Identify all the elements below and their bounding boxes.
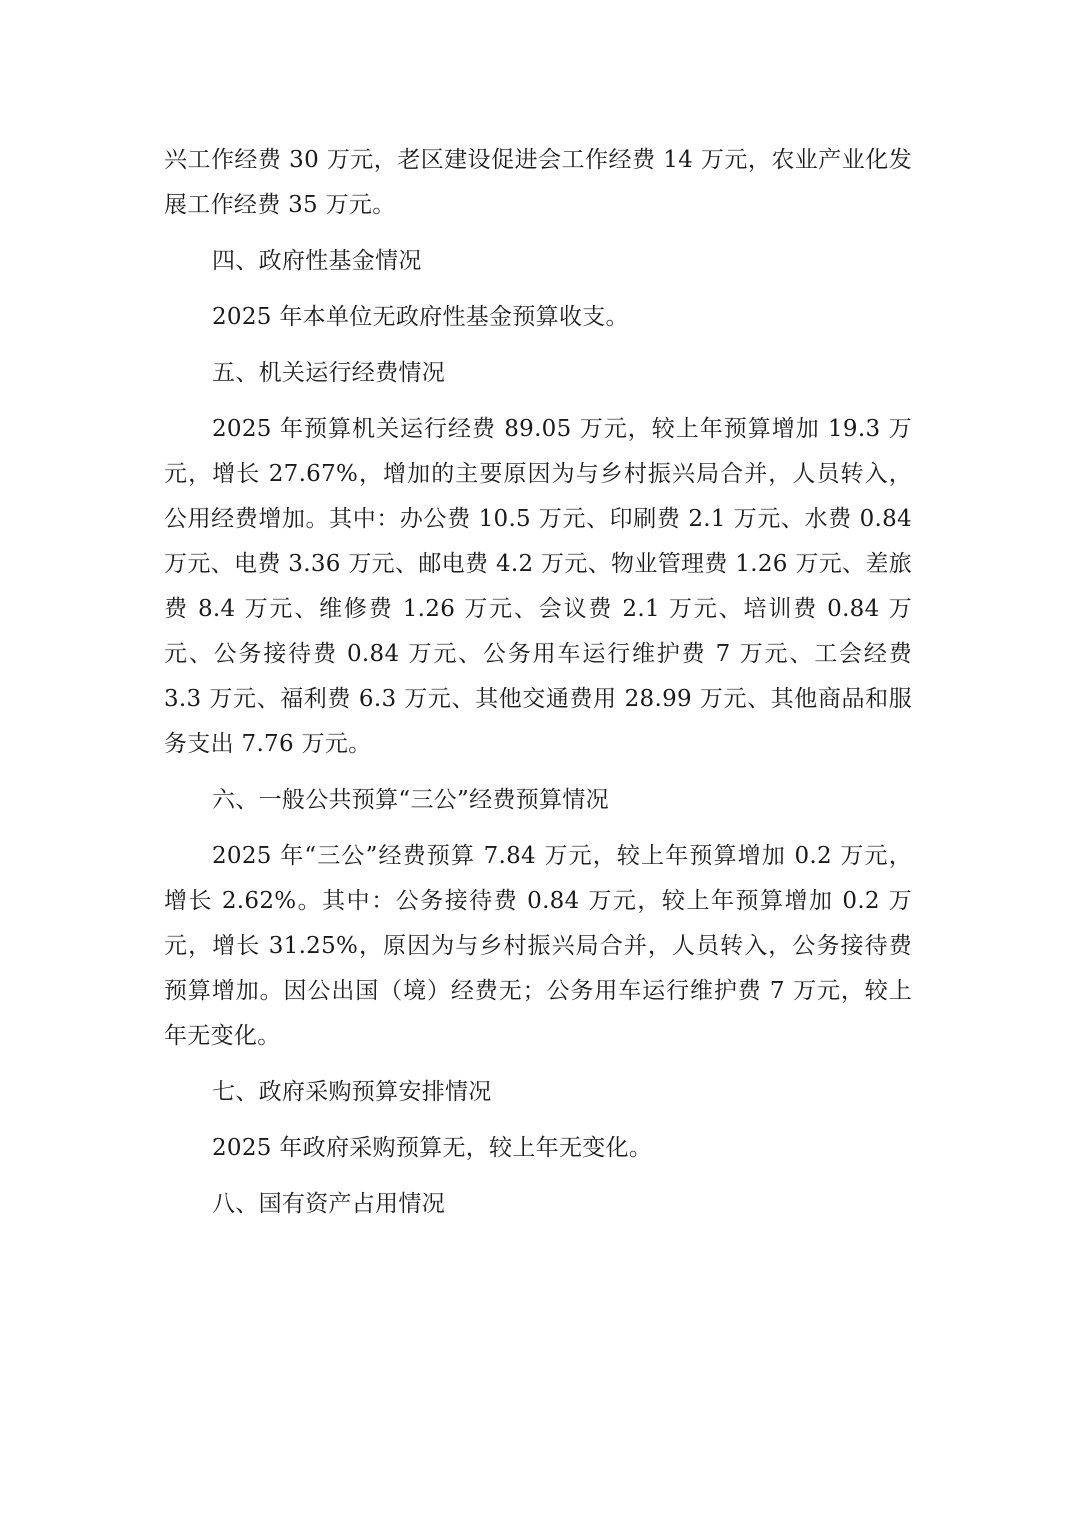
paragraph-procurement: 2025 年政府采购预算无，较上年无变化。: [212, 1135, 653, 1161]
section-heading-government-funds: 四、政府性基金情况: [212, 248, 422, 274]
section-heading-three-public-expenses: 六、一般公共预算“三公”经费预算情况: [212, 787, 609, 813]
paragraph-operating-expenses: 2025 年预算机关运行经费 89.05 万元，较上年预算增加 19.3 万元，增长 27.67%，增加的主要原因为与乡村振兴局合并，人员转入，公用经费增加。其中：办公费 10.5 万元、印刷费 2.1 万元、水费 0.84 万元、电费 3.36 万元、邮电费 4.2 万元、物业管理费 1.26 万元、差旅费 8.4 万元、维修费 1.26 万元、会议费 2.1 万元、培训费 0.84 万元、公务接待费 0.84 万元、公务用车运行维护费 7 万元、工会经费 3.3 万元、福利费 6.3 万元、其他交通费用 28.99 万元、其他商品和服务支出 7.76 万元。: [164, 416, 912, 757]
section-heading-procurement: 七、政府采购预算安排情况: [212, 1079, 492, 1105]
paragraph-three-public-expenses: 2025 年“三公”经费预算 7.84 万元，较上年预算增加 0.2 万元，增长 2.62%。其中：公务接待费 0.84 万元，较上年预算增加 0.2 万元，增长 31.25%，原因为与乡村振兴局合并，人员转入，公务接待费预算增加。因公出国（境）经费无；公务用车运行维护费 7 万元，较上年无变化。: [164, 843, 912, 1049]
section-heading-operating-expenses: 五、机关运行经费情况: [212, 360, 445, 386]
section-heading-state-assets: 八、国有资产占用情况: [212, 1191, 445, 1217]
paragraph-continuation: 兴工作经费 30 万元，老区建设促进会工作经费 14 万元，农业产业化发展工作经费 35 万元。: [164, 147, 912, 218]
paragraph-government-funds: 2025 年本单位无政府性基金预算收支。: [212, 304, 629, 330]
document-body: [164, 138, 912, 1238]
